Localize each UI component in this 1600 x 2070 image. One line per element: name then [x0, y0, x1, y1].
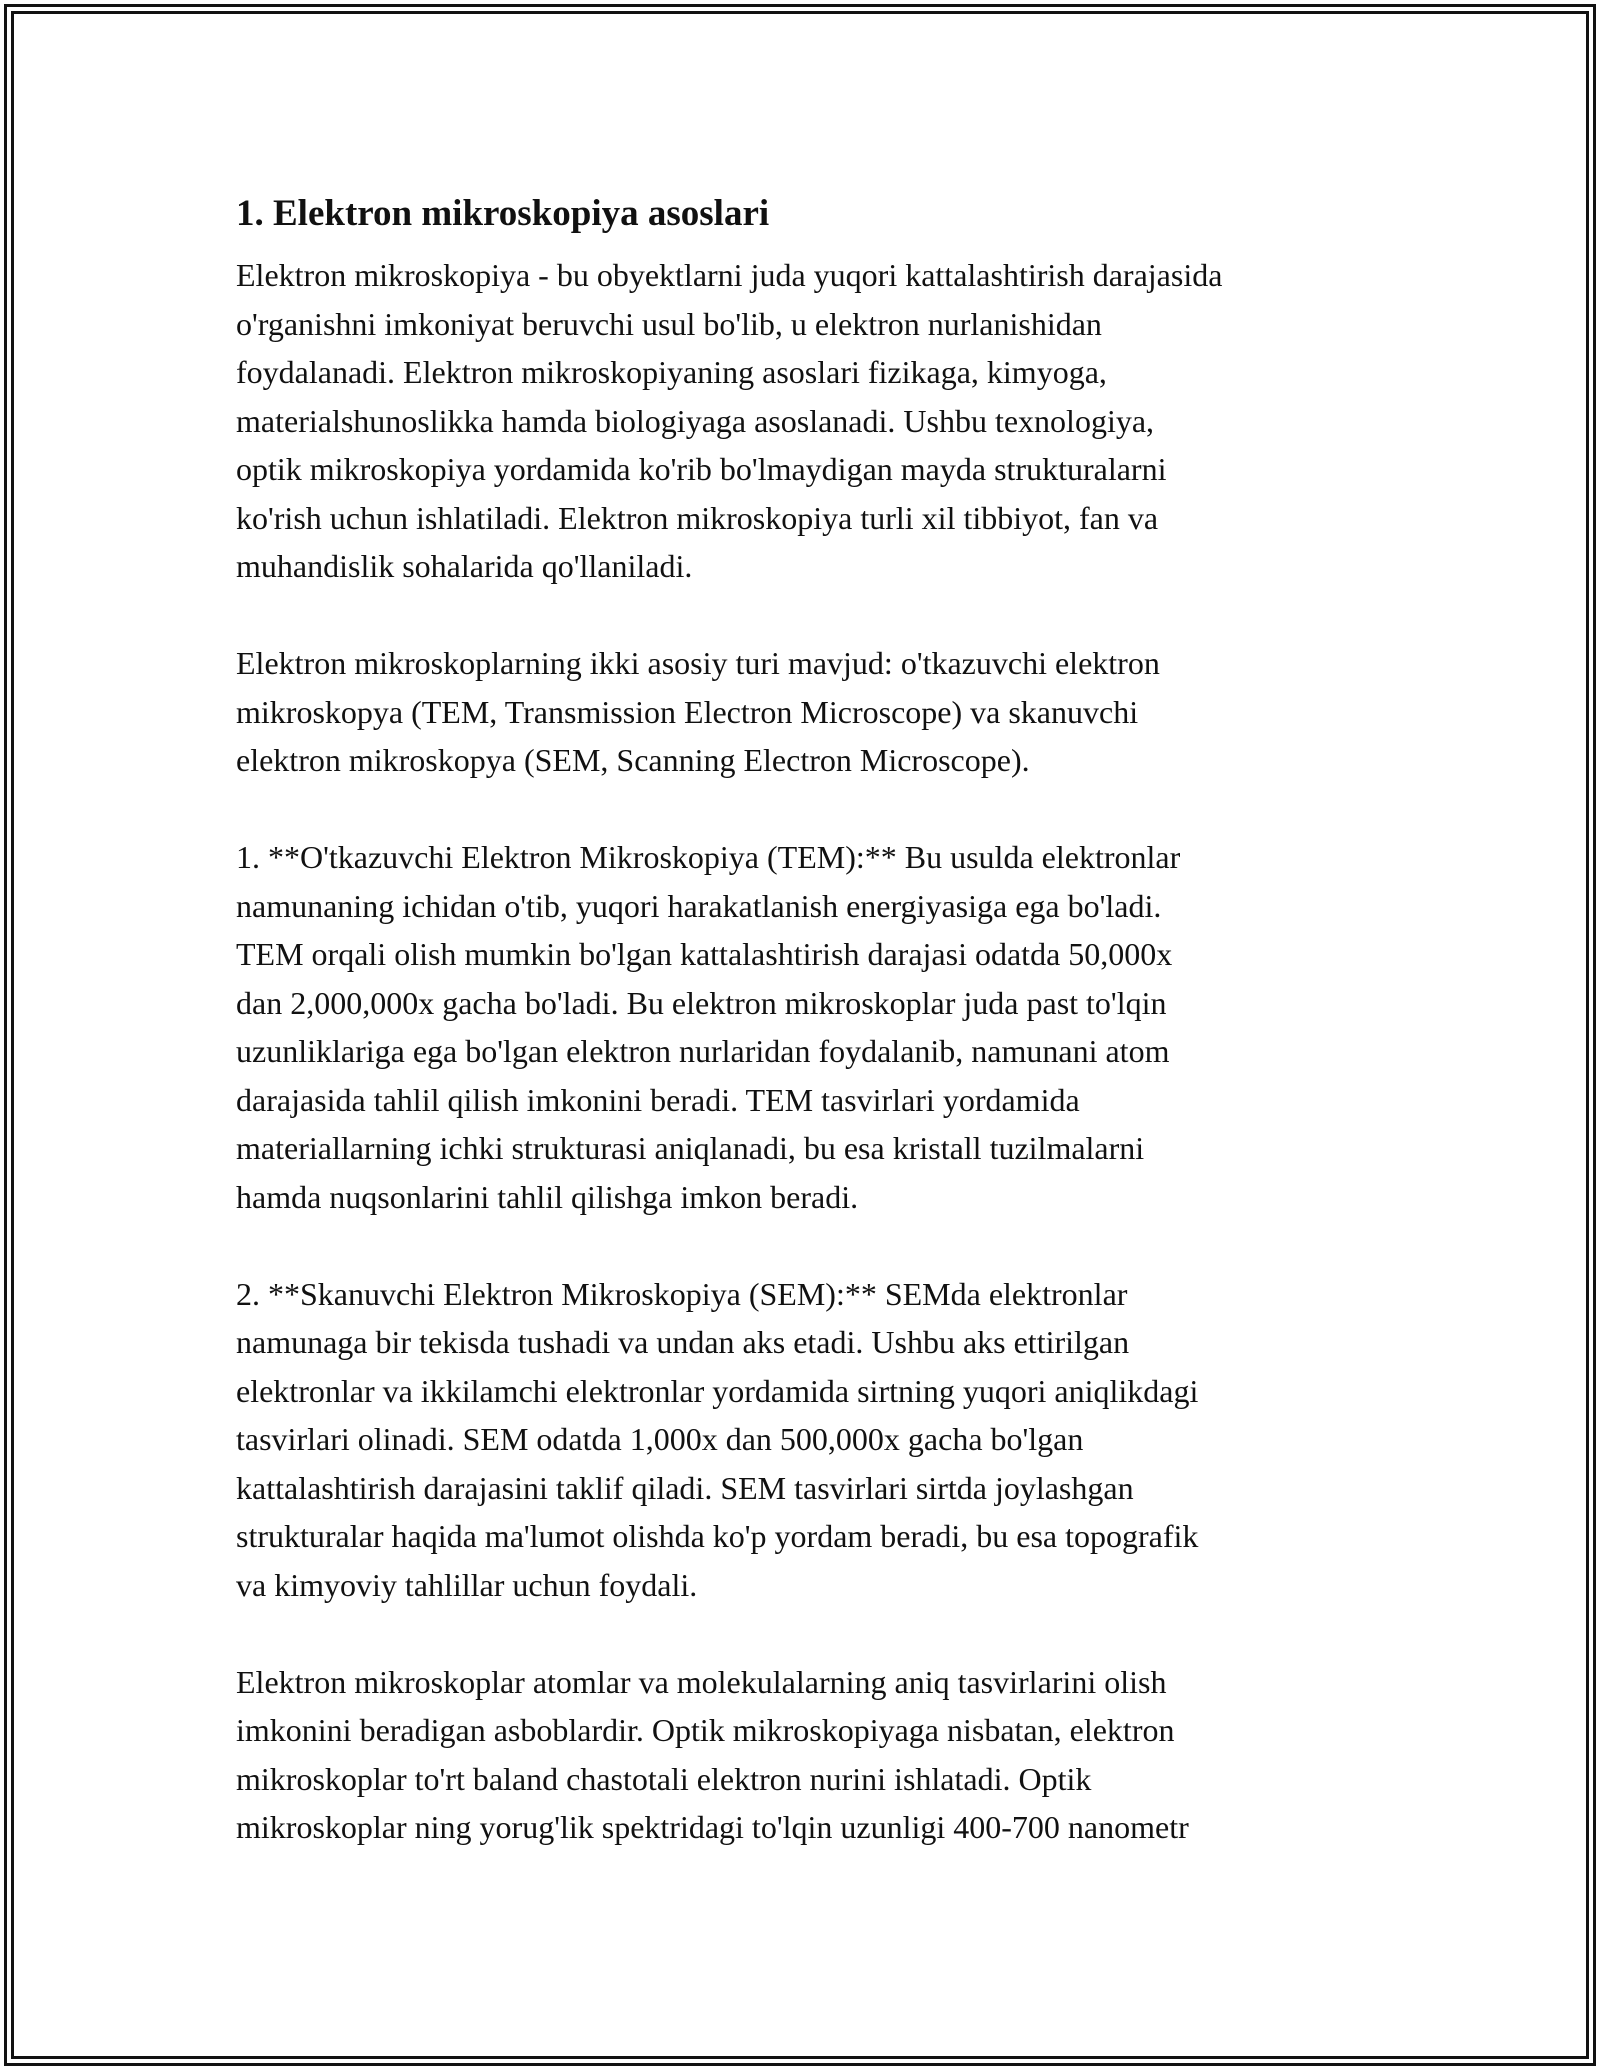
- document-body: [236, 185, 1386, 1852]
- paragraph-comparison: Elektron mikroskoplar atomlar va molekulalarning aniq tasvirlarini olish imkonini beradigan asboblardir. Optik mikroskopiyaga nisbatan, elektron mikroskoplar to'rt baland chastotali elektron nurini ishlatadi. Optik mikroskoplar ning yorug'lik spektridagi to'lqin uzunligi 400-700 nanometr: [236, 1663, 1189, 1845]
- section-heading: 1. Elektron mikroskopiya asoslari: [236, 193, 770, 234]
- paragraph-types: Elektron mikroskoplarning ikki asosiy turi mavjud: o'tkazuvchi elektron mikroskopya (TEM, Transmission Electron Microscope) va skanuvchi elektron mikroskopya (SEM, Scanning Electron Microscope).: [236, 645, 1160, 778]
- paragraph-tem: 1. **O'tkazuvchi Elektron Mikroskopiya (TEM):** Bu usulda elektronlar namunaning ichidan o'tib, yuqori harakatlanish energiyasiga ega bo'ladi. TEM orqali olish mumkin bo'lgan kattalashtirish darajasi odatda 50,000x dan 2,000,000x gacha bo'ladi. Bu elektron mikroskoplar juda past to'lqin uzunliklariga ega bo'lgan elektron nurlaridan foydalanib, namunani atom darajasida tahlil qilish imkonini beradi. TEM tasvirlari yordamida materiallarning ichki strukturasi aniqlanadi, bu esa kristall tuzilmalarni hamda nuqsonlarini tahlil qilishga imkon beradi.: [236, 839, 1181, 1215]
- paragraph-sem: 2. **Skanuvchi Elektron Mikroskopiya (SEM):** SEMda elektronlar namunaga bir tekisda tushadi va undan aks etadi. Ushbu aks ettirilgan elektronlar va ikkilamchi elektronlar yordamida sirtning yuqori aniqlikdagi tasvirlari olinadi. SEM odatda 1,000x dan 500,000x gacha bo'lgan kattalashtirish darajasini taklif qiladi. SEM tasvirlari sirtda joylashgan strukturalar haqida ma'lumot olishda ko'p yordam beradi, bu esa topografik va kimyoviy tahlillar uchun foydali.: [236, 1275, 1199, 1603]
- paragraph-intro: Elektron mikroskopiya - bu obyektlarni juda yuqori kattalashtirish darajasida o'rganishni imkoniyat beruvchi usul bo'lib, u elektron nurlanishidan foydalanadi. Elektron mikroskopiyaning asoslari fizikaga, kimyoga, materialshunoslikka hamda biologiyaga asoslanadi. Ushbu texnologiya, optik mikroskopiya yordamida ko'rib bo'lmaydigan mayda strukturalarni ko'rish uchun ishlatiladi. Elektron mikroskopiya turli xil tibbiyot, fan va muhandislik sohalarida qo'llaniladi.: [236, 257, 1223, 584]
